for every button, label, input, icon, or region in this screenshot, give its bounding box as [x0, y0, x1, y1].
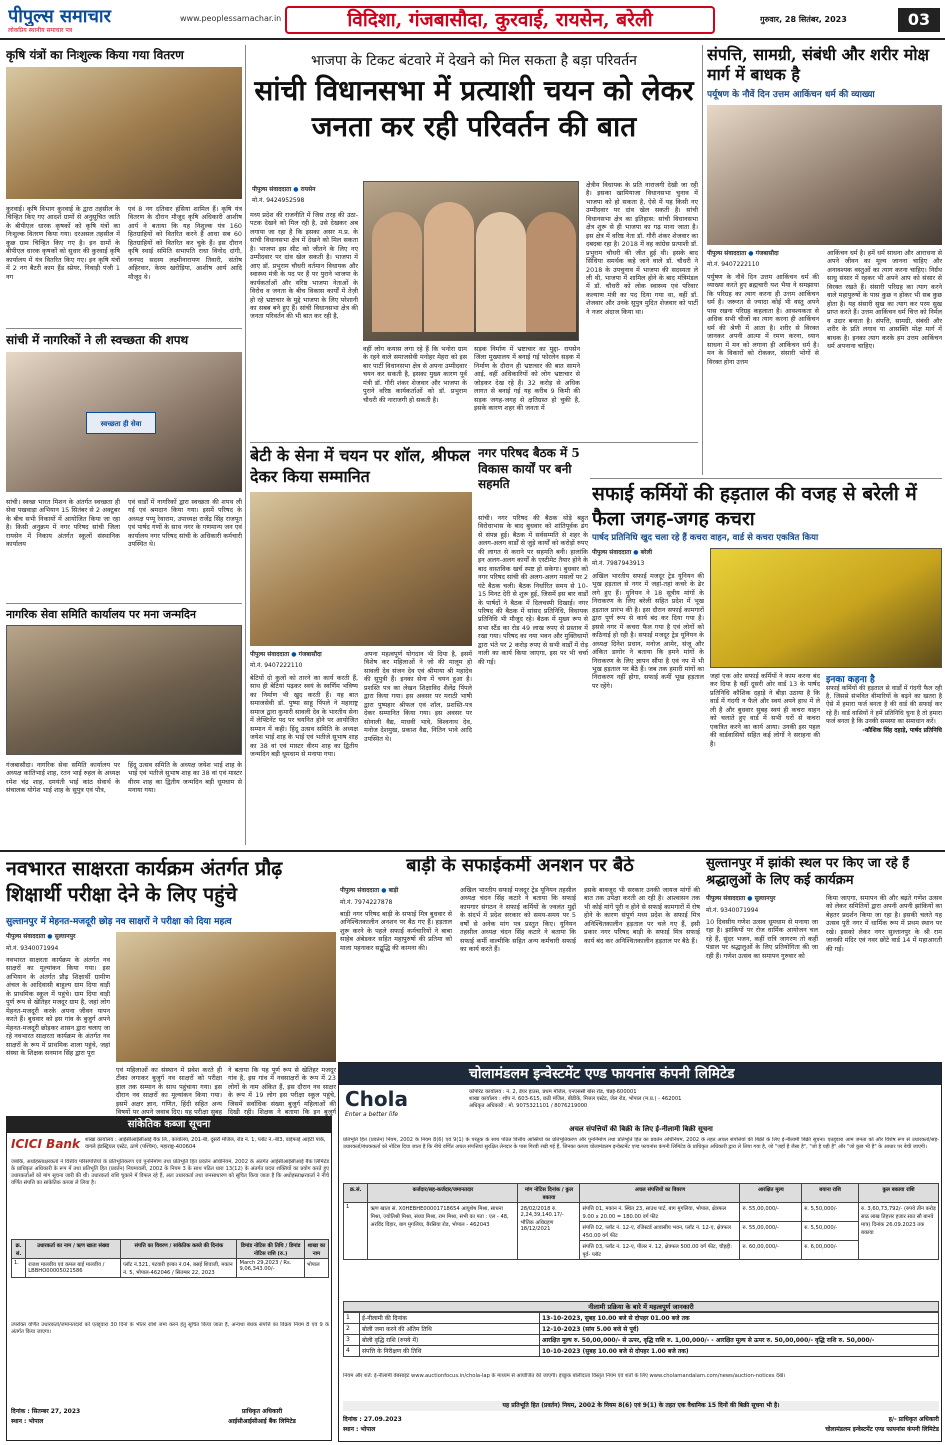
quote-heading: इनका कहना है [826, 675, 875, 685]
story-headline: सफाई कर्मियों की हड़ताल की वजह से बरेली में फैला जगह-जगह कचरा [592, 483, 917, 530]
reporter-mobile: मो.नं. 9340071994 [6, 945, 59, 952]
story-body: पर्युषण के नौवें दिन उत्तम आकिंचन धर्म की व्याख्या करते हुए ब्रह्मचारी यश भैया ने समझाया कि परिग्रह का त्याग करना ही उत्तम आकिंचन धर्म है। जरूरत से ज्यादा कोई भी वस्तु अपने पास रखना परिग्रह कहलाता है। आवश्यकता से अधिक सभी चीजों का त्याग करना ही आकिंचन धर्म की श्रेणी में आता है। शरीर से विरक्त जानकर अपनी आत्मा में रमण करना, ध्यान साधना में मन को लगाना ही आकिंचन धर्म है। मन के विकारों को रोककर, संसारी भोगों से विरक्त होना उत्तम [707, 273, 819, 366]
story-body: सांची। नगर परिषद की बैठक थोड़े बहुत विरोधाभास के बाद बुधवार को शांतिपूर्वक ढंग से संपन्न हुई। बैठक में सर्वसम्मति से शहर के अलग-अलग वार्डों से जुड़े कार्यों को करोड़ों रुपए की लागत से कराने पर सहमति बनी। हालांकि इन अलग-अलग कार्यों के एस्टीमेट तैयार होने के बाद वास्तविक खर्च स्पष्ट हो सकेगा। बुधवार को नगर परिषद सांची की अलग-अलग मसलों पर 2 घंटे बैठक चली। बैठक निर्धारित समय से 10-15 मिनट देरी से शुरू हुई, जिसमें इस बार वार्डों के पार्षदों ने बैठक में दिलचस्पी दिखाई। नगर परिषद की बैठक में सांसद प्रतिनिधि, विधायक प्रतिनिधि भी मौजूद रहे। बैठक में मुख्य रूप से सभा स्टैंड का रोड 49 लाख रुपए से प्रस्ताव में रखा गया। परिषद का नया भवन और मुक्तिधामों द्वारा भंते पर 2 करोड़ रुपए से सभी वार्डों में रोड़ नाली का कार्य किया जाएगा, इस पर भी चर्चा की गई। [478, 514, 588, 666]
story-body: इसके बावजूद भी सरकार उनकी जायज मांगों की बात तक उपेक्षा करती आ रही है। आश्वासन तक भी कोई मांगें पूरी न होने से सफाई कामगारों में रोष होने के कारण संपूर्ण मध्य प्रदेश के सफाई मित्र अनिश्चितकालीन हड़ताल पर चले गए हैं, इसी प्रकार नगर परिषद बाड़ी के सफाई मित्र सफाई कार्य बंद कर अनिश्चितकालीन हड़ताल पर बैठे हैं। [584, 886, 700, 945]
byline: पीपुल्स संवाददाता ● सुल्तानपुर [6, 933, 76, 940]
quote-body: सफाई कर्मियों की हड़ताल से वार्डों में गंदगी फैल रही है, जिससे संभवित बीमारियों के बढ़ने का खतरा है ऐसे में हमारा फर्ज बनता है की वार्ड की सफाई कर रहे हैं। वार्ड वासियों ने हमें प्रतिनिधि चुना है तो हमारा फर्ज बनता है कि उनकी समस्या का समाधान करें। [826, 685, 942, 725]
reporter-mobile: मो.नं. 7987943913 [592, 560, 645, 567]
chola-body: प्रतिभूति हित (प्रवर्तन) नियम, 2002 के नियम 8(6) एवं 9(1) के परंतुक के साथ पठित वित्तीय आस्तियों का प्रतिभूतिकरण और पुनर्निर्माण तथा प्रतिभूति हित का प्रवर्तन अधिनियम, 2002 के तहत अचल संपत्तियों की बिक्री के लिए ई-नीलामी बिक्री सूचना। एतद्द्वारा आम जनता को और विशेष रूप से उधारकर्ता/सह-उधारकर्ता/बंधककर्ता को नोटिस दिया जाता है कि नीचे वर्णित अचल संपत्तियां सुरक्षित लेनदार के पास गिरवी रखी गई हैं, जिनका कब्जा चोलामंडलम इन्वेस्टमेंट एण्ड फायनांस कंपनी लिमिटेड के प्राधिकृत अधिकारी द्वारा ले लिया गया है, जो "जहाँ है जैसा है", "जो है यही है" और "जो कुछ भी है" के आधार पर बेची जाएगी। [343, 1137, 939, 1150]
chola-sign: ह/- प्राधिकृत अधिकारी [888, 1416, 939, 1423]
icici-footer: उपरोक्त वर्णित उधारकर्ता/जमानतदारों को एतद्द्वारा 30 दिनों के भीतर राशि जमा करने हेतु सूचित किया जाता है, अन्यथा बंधक संपत्ति का विक्रय नियम 8 एवं 9 के अंतर्गत किया जाएगा। [11, 1322, 329, 1335]
chola-schedule: नीलामी प्रक्रिया के बारे में महत्वपूर्ण जानकारी 1 ई-नीलामी की दिनांक 13-10-2023, सुबह 10.00 बजे से दोपहर 01.00 बजे तक 2 बोली जमा करने की अंतिम तिथि 12-10-2023 (सांय 5.00 बजे से पूर्व) 3 बोली वृद्धि राशि (रुपये में) आरक्षित मूल्य रु. 50,00,000/- से ऊपर, वृद्धि राशि रु. 1,00,000/- - आरक्षित मूल्य से ऊपर रु. 50,00,000/- वृद्धि राशि रु. 50,000/- 4 संपत्ति के निरीक्षण की तिथि 10-10-2023 (सुबह 10.00 बजे से दोपहर 1.00 बजे तक) [343, 1301, 939, 1357]
story-ganesh-jhanki [706, 856, 942, 1056]
swachhta-banner: स्वच्छता ही सेवा [86, 412, 156, 434]
story-headline: सांची में नागरिकों ने ली स्वच्छता की शपथ [6, 333, 189, 347]
story-headline: नागरिक सेवा समिति कार्यालय पर मना जन्मदिन [6, 608, 196, 621]
story-headline: सुल्तानपुर में झांकी स्थल पर किए जा रहे हैं श्रद्धालुओं के लिए कई कार्यक्रम [706, 856, 910, 888]
story-body: कुरवाई। कृषि विभाग कुरवाई के द्वारा तहसील के चिन्हित किए गए आदर्श ग्रामों से अनुसूचित जाति के बीपीएल धारक कृषकों को कृषि यंत्रों का निःशुल्क वितरण किया गया। दरअसल तहसील में कुछ ग्राम चिन्हित किए गए है। इन ग्रामों के बीपीएल धारक कृषकों को सुधार की कुरवाई कृषि कार्यालय में यंत्र वितरित किए गए। इन कृषि यंत्रों में 2 नग बैटरी काम हैंड स्प्रेयर, निवाड़ी पंजी 1 नग [6, 205, 120, 281]
brand-tagline: लोकप्रिय स्थानीय समाचार पत्र [8, 27, 73, 34]
chola-table: क्र.सं. कर्जदार/सह-कर्जदार/जमानतदार मांग नोटिस दिनांक / कुल बकाया अचल संपत्तियों का विवरण आरक्षित मूल्य बयाना राशि कुल बकाया राशि 1 ऋण खाता सं. X0HEBHE00001718654 आयुशेष मिश्रा, साधना मिश्रा, ज्योतिश्री मिश्रा, संध्या मिश्रा, राम मिश्रा, सभी का पता : एल - 48, अरविंद विहार, बाग मुगलिया, बैरसिया रोड, भोपाल - 462043 28/02/2018 रु. 2,24,39,140.17/- भौतिक अधिग्रहण 18/12/2021 संपत्ति 01, मकान नं. स्थित 23, साउथ पार्ट, बाग मुगलिया, भोपाल, क्षेत्रफल 9.00 x 20.00 = 180.00 वर्ग फीट रु. 55,00,000/- रु. 5,50,000/- रु. 3,60,73,792/- (रुपये तीन करोड़ साठ लाख तिहत्तर हजार सात सौ बानवे मात्र) दिनांक 26.09.2023 तक बकाया संपत्ति 02, प्लॉट नं. 12-ए, रजिस्टर्ड आवासीय भवन, प्लॉट नं. 12-ए, क्षेत्रफल 450.00 वर्ग फीट रु. 55,00,000/- रु. 5,50,000/- संपत्ति 03, प्लॉट नं. 12-ए, पीलर नं. 12, क्षेत्रफल 500.00 वर्ग फीट, चौहद्दी: पूर्व- प्लॉट रु. 60,00,000/- रु. 6,00,000/- [343, 1183, 939, 1260]
table-row: 1 ई-नीलामी की दिनांक 13-10-2023, सुबह 10.00 बजे से दोपहर 01.00 बजे तक [344, 1313, 939, 1324]
byline: पीपुल्स संवाददाता ● सुल्तानपुर [706, 895, 776, 902]
story-body: बाड़ी नगर परिषद बाड़ी के सफाई मित्र बुधवार से अनिश्चितकालीन अनशन पर बैठ गए हैं। हड़ताल शुरू करने के पहले सफाई कर्मचारियों ने बाबा साहेब अंबेडकर सहित महापुरुषों की प्रतिमा को माला पहनाकर सद्बुद्धि की कामना की। [340, 910, 452, 952]
icici-sign-bank: आईसीआईसीआई बैंक लिमिटेड [228, 1418, 296, 1425]
region-banner: विदिशा, गंजबासौदा, कुरवाई, रायसेन, बरेली [285, 6, 715, 34]
story-headline: कृषि यंत्रों का निःशुल्क किया गया वितरण [6, 48, 184, 62]
table-row: 3 बोली वृद्धि राशि (रुपये में) आरक्षित मूल्य रु. 50,00,000/- से ऊपर, वृद्धि राशि रु. 1,00,000/- - आरक्षित मूल्य से ऊपर रु. 50,00,000/- वृद्धि राशि रु. 50,000/- [344, 1335, 939, 1346]
portrait [476, 212, 526, 332]
story-body: जहां एक ओर सफाई कर्मियों ने काम करना बंद कर दिया है वहीं दूसरी ओर वार्ड 13 के पार्षद प्रतिनिधि कौशिक दहाड़े ने बीड़ा उठाया है कि वार्ड में गंदगी न फैले और स्वयं अपने हाथ में ले ली है और बुधवार सुबह स्वयं ही कचरा वाहन को चलाते हुए वार्ड में सभी घरों से कचरा एकत्रित करने का कार्य आया। उनकी इस पहल की वार्डवासियों सहित कई लोगों ने सराहना की है। [710, 672, 820, 748]
col-header: उधारकर्ता का नाम / ऋण खाता संख्या [26, 1240, 121, 1259]
byline: पीपुल्स संवाददाता ● गंजबासौदा [250, 651, 322, 658]
politicians-photo [363, 181, 579, 341]
masthead [0, 0, 945, 40]
story-body: सांची। स्वच्छ भारत मिशन के अंतर्गत स्वच्छता ही सेवा पखवाड़ा अभियान 15 सितंबर से 2 अक्टूबर के बीच सभी निकायों में आयोजित किया जा रहा है। किसी अनुक्रम में नगर परिषद सांची जिला रायसेन में निकाय अंतर्गत स्कूलों संस्थानिक कार्यालय [6, 498, 120, 549]
quote-box [826, 672, 942, 844]
story-body: नवभारत साक्षरता कार्यक्रम के अंतर्गत नव साक्षरों का मूल्यांकन किया गया। इस अभियान के अंतर्गत प्रौढ़ शिक्षार्थी ग्रामीण अंचल के आदिवासी बाहुल्य ग्राम दिया वाड़ी के प्राथमिक स्कूल में पहुंचे। ग्राम दिया वाड़ी पूर्ण रूप से खेतिहर मजदूर ग्राम है, जहां लोग मेहनत-मजदूरी करके अपना जीवन यापन करते हैं। बुधवार को इस गांव के बुजुर्ग अपने मेहनत-मजदूरी छोड़कर शासन द्वारा चलाए जा रहे नवभारत साक्षरता कार्यक्रम के अंतर्गत नव साक्षरों के रूप में प्राथमिक शाला पहुंचे, जहां संस्था के शिक्षक सनमान सिंह द्वारा पूरा [6, 956, 110, 1057]
chola-subtitle: अचल संपत्तियों की बिक्री के लिए ई-नीलामी बिक्री सूचना [569, 1125, 713, 1133]
col-header: संपत्ति का विवरण / सांकेतिक कब्जे की दिनांक [121, 1240, 237, 1259]
quote-byline: -कौशिक सिंह दहाड़े, पार्षद प्रतिनिधि [862, 726, 942, 734]
story-subhead: पार्षद प्रतिनिधि खुद चला रहे हैं कचरा वाहन, वार्ड से कचरा एकत्रित किया [592, 533, 819, 543]
col-header: क्र. सं. [12, 1240, 26, 1259]
story-headline: बाड़ी के सफाईकर्मी अनशन पर बैठे [406, 856, 634, 876]
table-row: संपत्ति 02, प्लॉट नं. 12-ए, रजिस्टर्ड आवासीय भवन, प्लॉट नं. 12-ए, क्षेत्रफल 450.00 वर्ग फीट रु. 55,00,000/- रु. 5,50,000/- [344, 1222, 939, 1241]
icici-table [11, 1239, 329, 1278]
icici-place: स्थान : भोपाल [11, 1418, 44, 1425]
story-birthday [6, 605, 242, 845]
col-header: शाखा का नाम [304, 1240, 328, 1259]
chola-place: स्थान : भोपाल [343, 1426, 376, 1433]
story-headline: संपत्ति, सामग्री, संबंधी और शरीर मोक्ष मार्ग में बाधक है [707, 45, 929, 84]
story-body: एवं 8 नग दतिवार हंसिया शामिल हैं। कृषि यंत्र वितरण के दौरान मौजूद कृषि अधिकारी आशीष आर्य ने बताया कि यह निशुल्क यंत्र 160 हितग्राहियों को वितरित करने हैं आधा सब 60 हितग्राहियों को वितरित कर चुके हैं। इस दौरान कृषि स्थाई समिति सभापति राधा विनोद दांगी, जनपद सदस्य लक्ष्मीनारायण तिवारी, संतोष अहिरवार, केरम खरोड़िया, आशीष आर्य आदि मौजूद थे। [128, 205, 242, 281]
chola-date: दिनांक : 27.09.2023 [343, 1416, 402, 1423]
chola-address: कॉर्पोरेट कार्यालय : नं. 2, डेयर हाउस, प्रथम मंजिल, एनएससी बोस रोड, चेन्नई-600001 शाखा कार्यालय : शॉप नं. 603-615, छठी मंजिल, बीडीके, मित्तल एस्टेट, जेल रोड, भोपाल (म.प्र.) - 462001 अधिकृत अधिकारी : मो. 9075321101 / 8076219000 [469, 1089, 682, 1110]
lead-headline: सांची विधानसभा में प्रत्याशी चयन को लेकर जनता कर रही परिवर्तन की बात [254, 74, 694, 144]
story-body: सड़क निर्माण में भ्रष्टाचार का मुद्दा- रायसेन जिला मुख्यालय में बनाई गई फोरलेन सड़क में निर्माण के दौरान ही भ्रष्टाचार की बात सामने आई, वहीं अधिकारियों को लोग भ्रष्टाचार से जोड़कर देख रहे हैं। 32 करोड़ से अधिक लागत से बनाई गई यह करीब 9 किमी की सड़क जगह-जगह से क्षतिग्रस्त हो चुकी है, इसके कारण शहर की जनता में [474, 345, 580, 413]
chola-terms: नियम और शर्तें: ई-नीलामी वेबसाइट www.auctionfocus.in/chola-lap के माध्यम से आयोजित की जाएगी। इच्छुक बोलीदाता विस्तृत नियम एवं शर्तों के लिए www.cholamandalam.com/news/auction-notices देखें। [343, 1373, 786, 1379]
chola-title: चोलामंडलम इन्वेस्टमेंट एण्ड फायनांस कंपनी लिमिटेड [339, 1063, 941, 1085]
kicker: भाजपा के टिकट बंटवारे में देखने को मिल सकता है बड़ा परिवर्तन [311, 53, 637, 69]
story-sanchi-swachhta [6, 330, 242, 600]
story-headline: बेटी के सेना में चयन पर शॉल, श्रीफल देकर किया सम्मानित [250, 446, 471, 486]
story-body: ने बताया कि यह पूर्ण रूप से खेतिहर मजदूर गांव है, इस गांव में नवसाक्षरों के रूप में 23 लोगों के नाम अंकित हैं, इस दौरान नव साक्षर के रूप में 19 लोग इस परीक्षा स्कूल पहुंचे, जिसमें सर्वाधिक संख्या बुजुर्ग महिलाओं की दिखी रही। शिक्षक ने बताया कि इन बुजुर्ग [228, 1066, 336, 1116]
story-body: गंजबासौदा। नागरिक सेवा समिति कार्यालय पर अध्यक्ष कांतिभाई शाह, रतन भाई रुहल के अध्यक्ष रमेश चंद्र शाह, दमयंती भाई कांठ सेवार्थ के संचालक योगेश भाई शाह के सुपुत्र एवं पौत्र, [6, 761, 120, 795]
chola-logo: Chola [345, 1087, 409, 1111]
chola-sign-company: चोलामंडलम इन्वेस्टमेंट एण्ड फायनांस कंपनी लिमिटेड [825, 1426, 939, 1433]
chola-notice [338, 1062, 942, 1442]
icici-notice [6, 1116, 332, 1441]
icici-body: जबकि, अधोहस्ताक्षरकर्ता ने वित्तीय परिसंपत्तियों के प्रतिभूतिकरण एवं पुनर्निर्माण तथा प्रतिभूति हित प्रवर्तन अधिनियम, 2002 के अंतर्गत आईसीआईसीआई बैंक लिमिटेड के प्राधिकृत अधिकारी के रूप में तथा प्रतिभूति हित (प्रवर्तन) नियमावली, 2002 के नियम 3 के साथ पठित धारा 13(12) के अंतर्गत प्रदत्त शक्तियों का प्रयोग करते हुए उधारकर्ताओं को मांग सूचना जारी की थी। उधारकर्ता राशि चुकाने में विफल रहे हैं, अतः उधारकर्ता तथा जनसाधारण को सूचित किया जाता है कि अधोहस्ताक्षरकर्ता ने नीचे वर्णित संपत्ति का सांकेतिक कब्जा ले लिया है। [11, 1159, 329, 1186]
story-headline: नवभारत साक्षरता कार्यक्रम अंतर्गत प्रौढ़ शिक्षार्थी परीक्षा देने के लिए पहुंचे [6, 857, 283, 907]
story-body: एवं महिलाओं का संस्थान में प्रवेश करते ही टीका लगाकर बुजुर्ग नव साक्षरों को परीक्षा हाल तक सम्मान के साथ पहुंचाया गया। इस दौरान नव साक्षरों का मूल्यांकन किया गया। इसमें अक्षर ज्ञान, गणित, हिंदी सहित अन्य विषयों पर अपने जवाब दिए। यह परीक्षा सुबह [116, 1066, 222, 1116]
story-subhead: पर्यूषण के नौवें दिन उत्तम आकिंचन धर्म की व्याख्या [707, 90, 875, 100]
story-body: आकिंचन धर्म है। हमें धर्म साधना और आराधना से अपने जीवन का मूल्य जानना चाहिए और अनावश्यक वस्तुओं का त्याग करना चाहिए। निर्ग्रंथ साधु संसार में रहकर भी अपने आप को संसार से विरक्त रखते हैं। संसारी परिग्रह का त्याग करने वाले महापुरुषों के पास कुछ न होकर भी सब कुछ होता है। यह संसारी सुख का त्याग कर परम सुख प्राप्त करते हैं। उत्तम आकिंचन धर्म चित्त को निर्मल व उदार बनाता है। संपत्ति, सामग्री, संबंधी और शरीर के प्रति लगाव या आसक्ति मोक्ष मार्ग में बाधक है। इनका त्याग करके हम उत्तम आकिंचन धर्म अपनाना चाहिए। [827, 249, 942, 350]
story-body: अपना महत्वपूर्ण योगदान भी दिया है, इसमें विशेष कर महिलाओं ने जो की मालूम हो सावली देव संजन देव एवं श्रीमाया श्री महादेव की सुपुत्री हैं। इनका सेना में चयन हुआ है। प्रशस्ति पत्र का लेखन शिक्षाविद शैलेंद्र पिंपले द्वारा किया गया। इस अवसर पर मराठी भाषी द्वारा पुष्पहार श्रीफल एवं शॉल, प्रशस्ति-पत्र देकर सम्मानित किया गया। इस अवसर पर सोनाली वैद्य, माधवी भावे, विश्वनाथ देव, मनोज देशमुख, प्रकाश वैद्य, नितिन भावे आदि उपस्थित थे। [364, 650, 472, 743]
garbage-truck-photo [710, 548, 942, 668]
story-agri-tools [6, 45, 242, 325]
story-body: 10 दिवसीय गणेश उत्सव धूमधाम से मनाया जा रहा है। झांकियों पर रोज धार्मिक आयोजन चल रहे हैं, सुंदर भजन, कहीं रात्रि जागरण तो कहीं पंडाल पर श्रद्धालुओं के लिए प्रतियोगिता की जा रही हैं। गणेश उत्सव का समापन गुरुवार को [706, 918, 818, 960]
story-body: बेटियों दो कुलों को तारने का कार्य करती हैं, साथ ही बेटियां पढ़कर स्वयं के स्वर्णिम भविष्य का निर्माण भी खुद करती हैं। यह बात समाजसेवी डॉ. पुष्पा साहू पिंपले ने महाराष्ट्र समाज द्वारा कुमारी सावली देव के भारतीय सेना में लेफ्टिनेंट पद पर चयनित होने पर आयोजित सम्मान में कही। हिंदू उत्सव समिति के अध्यक्ष जयेश भाई शाह के भाई एवं भतीजे सुभाष शाह का 38 वां एवं मास्टर वीरम शाह का द्वितीय जन्मदिन बड़ी धूमधाम से मनाया गया। [250, 674, 358, 759]
issue-date: गुरुवार, 28 सितंबर, 2023 [760, 15, 847, 24]
reporter-mobile: मो.नं. 7974227878 [340, 899, 393, 906]
icici-title: सांकेतिक कब्जा सूचना [7, 1117, 331, 1133]
reporter-mobile: मो.नं. 9424952598 [252, 197, 305, 204]
story-body: किया जाएगा, समापन की और बढ़ते गणेश उत्सव को लेकर समितियों द्वारा अपनी अपनी झांकियों का बेहतर प्रदर्शन किया जा रहा है। इसकी चलते यह उत्सव पूरी नगर में धार्मिक रूप में प्रथम स्थान पर रखे। इसको लेकर नगर सुल्तानपुर के श्री राम जानकी मंदिर एवं नवर छोटे वार्ड 14 में महाआरती की गई। [826, 894, 942, 953]
icici-branch: शाखा कार्यालय : आईसीआईसीआई बैंक लि., कार्यालय, 201-बी, दूसरी मंजिल, रोड नं. 1, प्लॉट नं.-बी3, वाईफाई आईटी पार्क, वागले इंडस्ट्रियल एस्टेट, ठाणे (पश्चिम), महाराष्ट्र-400604 [85, 1137, 326, 1150]
chola-note: यह प्रतिभूति हित (प्रवर्तन) नियम, 2002 के नियम 8(6) एवं 9(1) के तहत एक वैधानिक 15 दिनों की बिक्री सूचना भी है। [343, 1401, 939, 1411]
birthday-photo [6, 625, 242, 755]
brand-logo[interactable]: पीपुल्स समाचार [8, 6, 111, 26]
icici-logo: ICICI Bank [11, 1137, 80, 1151]
story-body: मध्य प्रदेश की राजनीति में जिस तरह की उठा-पटक देखने को मिल रही है, उसे देखकर अब लगाया जा रहा है कि इसका असर म.प्र. के सांची विधानसभा क्षेत्र में देखने को मिल सकता है। भाजपा इस सीट को जीतने के लिए नए उम्मीदवार पर दांव खेल सकती है। भाजपा में आए डॉ. प्रभुराम चौधरी वर्तमान विधायक और स्वास्थ्य मंत्री के पद पर हैं पर पुराने भाजपा के कार्यकर्ताओं और वरिष्ठ भाजपा नेताओं के विरोध व जनता के बीच विकास कार्यों में तेज़ी हो रहे भ्रष्टाचार के मुद्दे भाजपा के लिए परेशानी का सबब बने हुए हैं। सांची विधानसभा क्षेत्र की जनता परिवर्तन की भी बात कर रही है, [250, 211, 358, 321]
byline: पीपुल्स संवाददाता ● रायसेन [252, 186, 316, 193]
table-row: 2 बोली जमा करने की अंतिम तिथि 12-10-2023 (सांय 5.00 बजे से पूर्व) [344, 1324, 939, 1335]
story-bareli-garbage [592, 482, 942, 847]
story-sanchi-election [250, 45, 698, 440]
jain-photo [707, 105, 942, 245]
byline: पीपुल्स संवाददाता ● गंजबासौदा [707, 250, 779, 257]
byline: पीपुल्स संवाददाता ● बरेली [592, 549, 653, 556]
story-body: वहीं लोग कयास लगा रहे हैं कि भनोरा ग्राम के रहने वाले समाजसेवी मनोहर मेहरा को इस बार पार्टी विधानसभा क्षेत्र से अपना उम्मीदवार चयन कर सकती है, इसका मुख्य कारण पूर्व मंत्री डॉ. गौरी शंकर शेजवार और भाजपा के पुराने वरिष्ठ कार्यकर्ताओं को डॉ. प्रभुराम चौधरी की नाराजगी हो सकती है। [363, 345, 467, 404]
reporter-mobile: मो.नं. 9407222110 [707, 261, 760, 268]
portrait [526, 212, 576, 332]
site-url[interactable]: www.peoplessamachar.in [180, 14, 282, 23]
icici-date: दिनांक : सितम्बर 27, 2023 [11, 1408, 81, 1415]
byline: पीपुल्स संवाददाता ● बाड़ी [340, 887, 399, 894]
story-jain-dharma [707, 45, 942, 475]
reporter-mobile: मो.नं. 9407222110 [250, 662, 303, 669]
story-body: अखिल भारतीय सफाई मजदूर ट्रेड यूनियन की भूख हड़ताल से नगर में जहां-तहां कचरे के ढेर लगे हुए हैं। यूनियन ने 18 सूत्रीय मांगों के निराकरण के लिए बरेली सहित प्रदेश में भूख हड़ताल प्रारंभ की है। इस दौरान सफाई कामगारों द्वारा पूर्ण रूप से कार्य बंद कर दिया गया है। इससे नगर में कचरा फैल गया है एवं लोगों को कठिनाई हो रही है। सफाई मजदूर ट्रेड यूनियन के अध्यक्ष दिनेश प्रधान, मनोज आमेर, संजू और अंकित डागोर ने बताया कि हमने मांगों के निराकरण के लिए ज्ञापन सौंपा है एवं नप में भी भूख हड़ताल पर बैठे हैं। जब तक हमारी मांगों का निराकरण नहीं होगा, सफाई कर्मी भूख हड़ताल पर रहेंगे। [592, 572, 704, 690]
story-body: एवं वार्डों में नागरिकों द्वारा स्वच्छता की शपथ ली गई एवं श्रमदान किया गया। इसमें परिषद के अध्यक्ष पप्पू रेवाराम, उपाध्यक्ष राजेंद्र सिंह राजपूत एवं पार्षद गणों के साथ नगर के गणमान्य जन एवं कार्यालय नगर परिषद सांची के अधिकारी कर्मचारी उपस्थित थे। [128, 498, 242, 549]
page-number: 03 [898, 8, 940, 32]
agri-photo [6, 67, 242, 199]
felicitation-photo [250, 492, 472, 646]
story-body: हिंदू उत्सव समिति के अध्यक्ष जयेश भाई शाह के भाई एवं भतीजे सुभाष शाह का 38 वां एवं मास्टर वीरम शाह का द्वितीय जन्मदिन बड़ी धूमधाम से मनाया गया। [128, 761, 242, 795]
reporter-mobile: मो.नं. 9340071994 [706, 907, 759, 914]
chola-tagline: Enter a better life [345, 1111, 399, 1118]
portrait [372, 212, 422, 332]
table-row: 1. राजश मालवीय एवं कमल बाई मालवीय / LBBHO00005021586 प्लॉट नं.321, पटवारी हल्का नं.04, बसई शिवाजी, मकान नं. 5, भोपाल-462046 / सितम्बर 22, 2023 March 29,2023 / Rs. 9,06,343.00/- भोपाल [12, 1259, 329, 1278]
story-headline: नगर परिषद बैठक में 5 विकास कार्यों पर बनी सहमति [478, 446, 580, 492]
portrait [424, 202, 474, 332]
literacy-photo [116, 932, 336, 1062]
table-row: संपत्ति 03, प्लॉट नं. 12-ए, पीलर नं. 12, क्षेत्रफल 500.00 वर्ग फीट, चौहद्दी: पूर्व- प्लॉट रु. 60,00,000/- रु. 6,00,000/- [344, 1241, 939, 1260]
swachhta-photo [6, 352, 242, 492]
table-row: 4 संपत्ति के निरीक्षण की तिथि 10-10-2023 (सुबह 10.00 बजे से दोपहर 1.00 बजे तक) [344, 1346, 939, 1357]
story-body: अखिल भारतीय सफाई मजदूर ट्रेड यूनियन तहसील अध्यक्ष चंदन सिंह कटारे ने बताया कि सफाई कामगार संगठन ने सफाई कर्मियों के ज्वलंत मुद्दों के संदर्भ में प्रदेश सरकार को समय-समय पर 5 वर्षों से अनेक मांग पत्र प्रस्तुत किए। यूनियन तहसील अध्यक्ष चंदन सिंह कटारे ने बताया कि सफाई कर्मी वाल्मीकि सहित अन्य कर्मचारी सफाई का कार्य करते हैं। [460, 886, 576, 954]
story-body: क्षेत्रीय विधायक के प्रति नाराजगी देखी जा रही है। इसका खामियाजा विधानसभा चुनाव में भाजपा को हो सकता है, ऐसे में यह किसी नए उम्मीदवार पर दांव खेल सकती है। सांची विधानसभा क्षेत्र का इतिहास: सांची विधानसभा क्षेत्र शुरू से ही भाजपा का गढ़ माना जाता है। इस क्षेत्र में वरिष्ठ नेता डॉ. गौरी शंकर शेजवार का दबदबा रहा है। 2018 में वह कांग्रेस प्रत्याशी डॉ. प्रभुराम चौधरी की जीत हुई थी। इसके बाद सिंधिया समर्थक कहे जाने वाले डॉ. चौधरी ने 2018 के उपचुनाव में भाजपा की सदस्यता ले ली थी, भाजपा में शामिल होने के बाद मंत्रिमंडल में डॉ. चौधरी को लोक स्वास्थ्य एवं परिवार कल्याण मंत्री का पद दिया गया था, वहीं डॉ. शेजवार और उनके सुपुत्र मुदित शेजवार को पार्टी ने नजर अंदाज किया था। [586, 181, 698, 316]
story-daughter-army [250, 446, 472, 846]
table-row: 1 ऋण खाता सं. X0HEBHE00001718654 आयुशेष मिश्रा, साधना मिश्रा, ज्योतिश्री मिश्रा, संध्या मिश्रा, राम मिश्रा, सभी का पता : एल - 48, अरविंद विहार, बाग मुगलिया, बैरसिया रोड, भोपाल - 462043 28/02/2018 रु. 2,24,39,140.17/- भौतिक अधिग्रहण 18/12/2021 संपत्ति 01, मकान नं. स्थित 23, साउथ पार्ट, बाग मुगलिया, भोपाल, क्षेत्रफल 9.00 x 20.00 = 180.00 वर्ग फीट रु. 55,00,000/- रु. 5,50,000/- रु. 3,60,73,792/- (रुपये तीन करोड़ साठ लाख तिहत्तर हजार सात सौ बानवे मात्र) दिनांक 26.09.2023 तक बकाया [344, 1203, 939, 1222]
story-bari-strike [340, 856, 700, 1056]
story-subhead: सुल्तानपुर में मेहनत-मजदूरी छोड़ नव साक्षरों ने परीक्षा को दिया महत्व [6, 917, 232, 927]
icici-sign: प्राधिकृत अधिकारी [241, 1408, 283, 1415]
col-header: डिमांड नोटिस की तिथि / डिमांड नोटिस राशि (रु.) [237, 1240, 304, 1259]
